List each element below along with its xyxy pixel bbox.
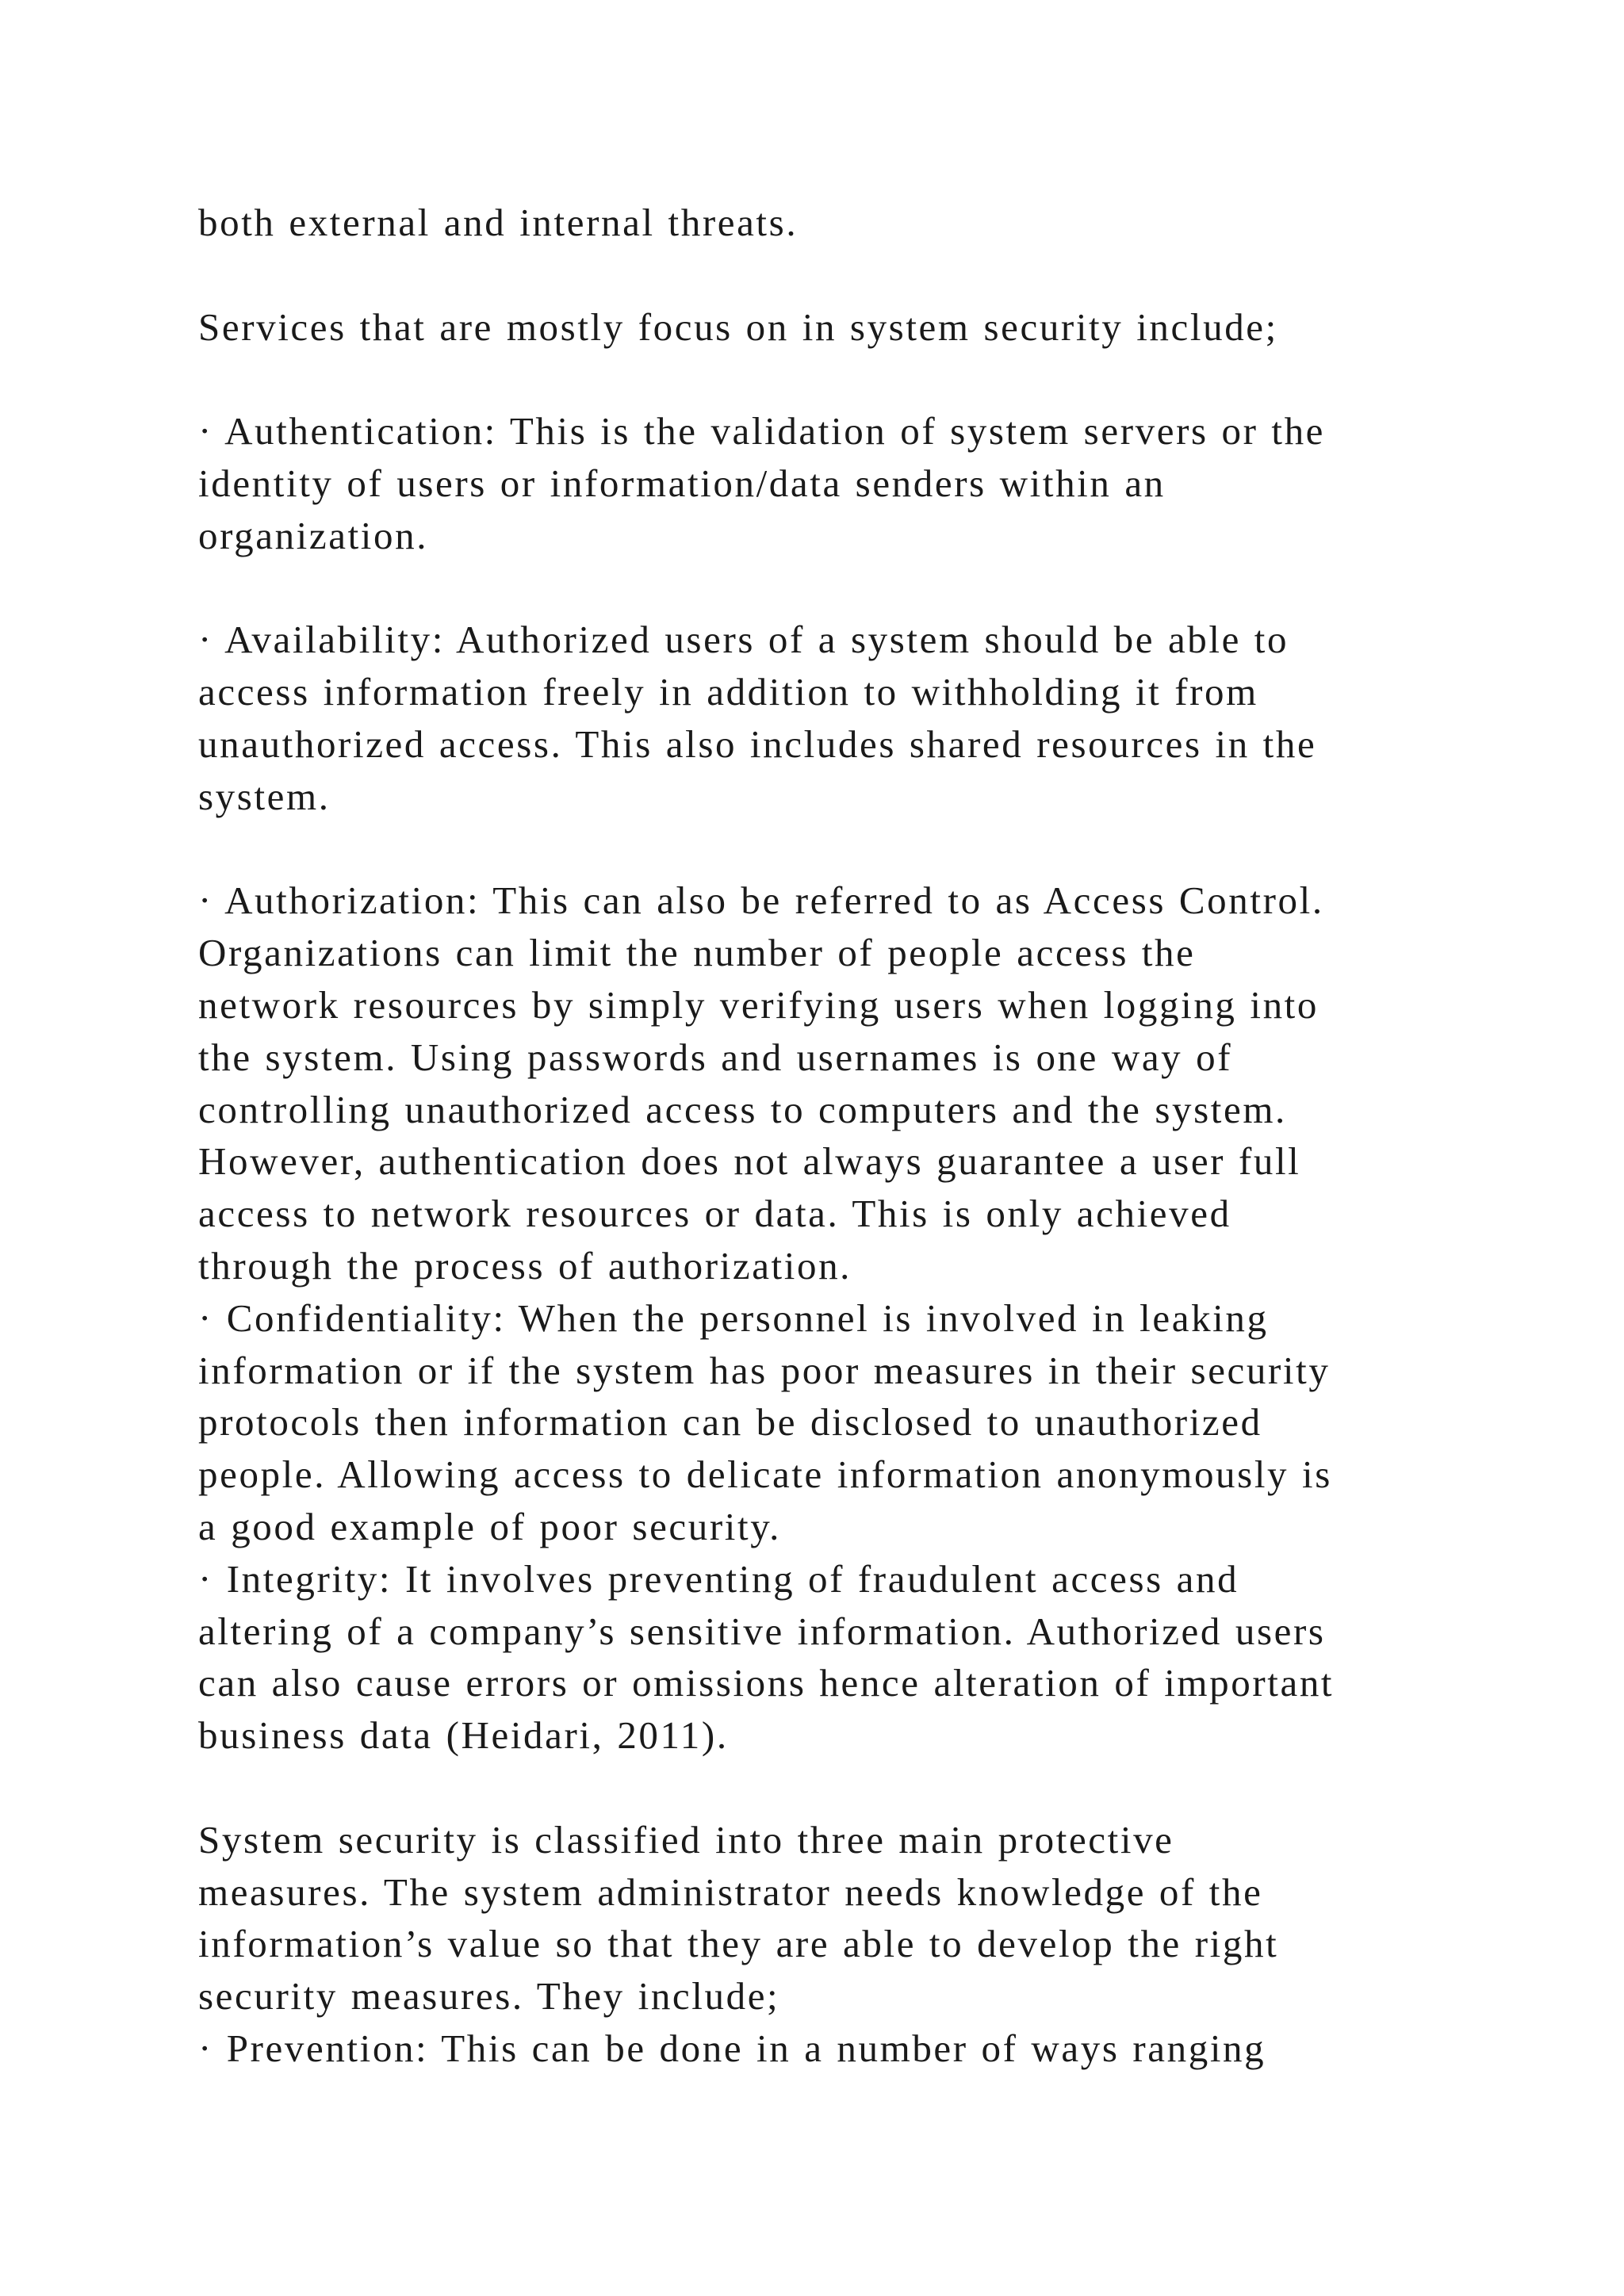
text-line: both external and internal threats. [198,201,799,244]
text-line: a good example of poor security. [198,1504,781,1548]
text-line: · Prevention: This can be done in a number of ways ranging [198,2026,1266,2070]
text-line: through the process of authorization. [198,1243,852,1288]
text-line: system. [198,774,331,818]
text-line: can also cause errors or omissions hence alteration of important [198,1661,1335,1705]
text-line: access information freely in addition to withholding it from [198,670,1258,714]
text-line: controlling unauthorized access to computers and the system. [198,1087,1287,1131]
text-line: Organizations can limit the number of people access the [198,931,1196,975]
text-line: unauthorized access. This also includes shared resources in the [198,721,1317,766]
text-line: measures. The system administrator needs knowledge of the [198,1869,1263,1914]
text-line: the system. Using passwords and usernames is one way of [198,1035,1233,1079]
text-line: · Confidentiality: When the personnel is involved in leaking [198,1295,1269,1340]
text-line: identity of users or information/data senders within an [198,461,1166,505]
document-body [198,197,1507,2075]
blank-line [198,562,1507,614]
blank-line [198,353,1507,405]
text-line: information or if the system has poor measures in their security [198,1348,1331,1392]
text-line: · Authentication: This is the validation of system servers or the [198,409,1326,453]
text-line: · Integrity: It involves preventing of fraudulent access and [198,1556,1239,1601]
text-line: · Authorization: This can also be referred to as Access Control. [198,878,1324,923]
text-line: Services that are mostly focus on in system security include; [198,304,1278,349]
text-line: information’s value so that they are able to develop the right [198,1922,1279,1966]
text-line: System security is classified into three main protective [198,1817,1174,1862]
blank-line [198,823,1507,875]
blank-line [198,1762,1507,1814]
text-line: protocols then information can be disclosed to unauthorized [198,1400,1262,1445]
text-line: · Availability: Authorized users of a system should be able to [198,618,1289,662]
text-line: network resources by simply verifying users when logging into [198,982,1319,1027]
text-line: access to network resources or data. This is only achieved [198,1192,1231,1236]
text-line: people. Allowing access to delicate information anonymously is [198,1452,1332,1497]
text-line: business data (Heidari, 2011). [198,1713,729,1758]
text-line: However, authentication does not always guarantee a user full [198,1139,1301,1184]
text-line: altering of a company’s sensitive information. Authorized users [198,1609,1326,1653]
blank-line [198,249,1507,301]
text-line: organization. [198,513,429,557]
text-line: security measures. They include; [198,1974,780,2019]
